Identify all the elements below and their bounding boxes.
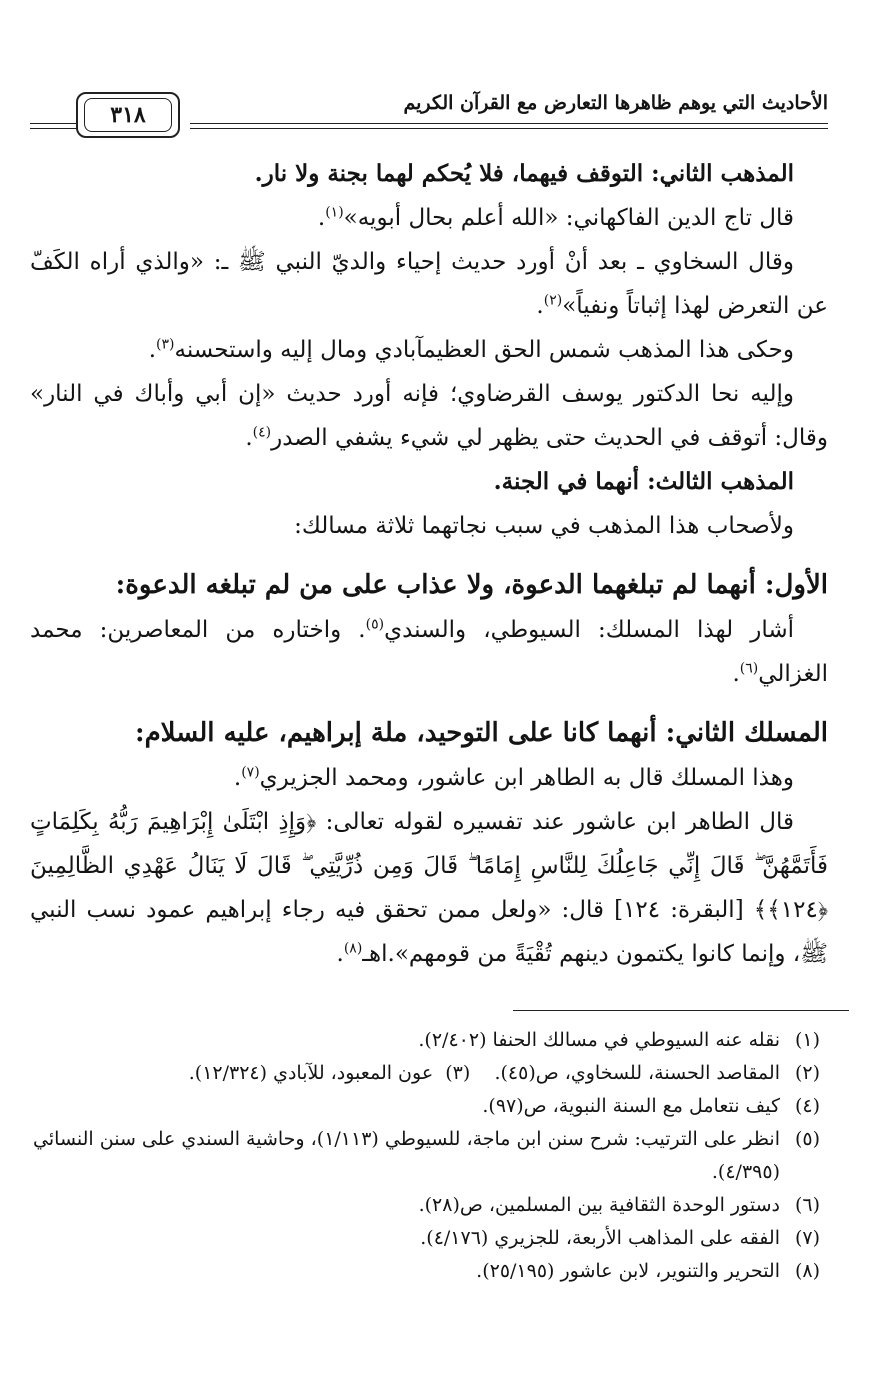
footnotes	[30, 1024, 820, 1288]
main-text	[30, 152, 828, 976]
running-title: الأحاديث التي يوهم ظاهرها التعارض مع القرآن الكريم	[403, 92, 828, 114]
header-rule	[190, 128, 828, 129]
section-heading: المسلك الثاني: أنهما كانا على التوحيد، ملة إبراهيم، عليه السلام:	[134, 718, 828, 748]
footnote-ref: (٤)	[252, 424, 272, 441]
paragraph: قال الطاهر ابن عاشور عند تفسيره لقوله تعالى: ﴿وَإِذِ ابْتَلَىٰ إِبْرَاهِيمَ رَبُّهُ بِكَلِمَاتٍ فَأَتَمَّهُنَّ ۖ قَالَ إِنِّي جَاعِلُكَ لِلنَّاسِ إِمَامًا ۖ قَالَ وَمِن ذُرِّيَّتِي ۖ قَالَ لَا يَنَالُ عَهْدِي الظَّالِمِينَ ﴿١٢٤﴾﴾ [البقرة: ١٢٤] قال: «ولعل ممن تحقق فيه رجاء إبراهيم عمود نسب النبي ﷺ، وإنما كانوا يكتمون دينهم تُقْيَةً من قومهم».اهـ$^{(٨)}$.	[30, 809, 828, 967]
footnote-ref: (٧)	[241, 764, 260, 781]
footnote: (٥) انظر على الترتيب: شرح سنن ابن ماجة، للسيوطي (١/١١٣)، وحاشية السندي على سنن النسائي (٤/٣٩٥).	[33, 1128, 820, 1183]
footnote: (١) نقله عنه السيوطي في مسالك الحنفا (٢/٤٠٢).	[418, 1029, 820, 1051]
paragraph: وحكى هذا المذهب شمس الحق العظيمآبادي ومال إليه واستحسنه$^{(٣)}$.	[148, 336, 794, 363]
paragraph: أشار لهذا المسلك: السيوطي، والسندي$^{(٥)}$. واختاره من المعاصرين: محمد الغزالي$^{(٦)}$.	[30, 616, 828, 687]
header-rule	[30, 128, 78, 129]
page-number-frame	[76, 92, 180, 138]
footnote-ref: (٣)	[156, 336, 175, 353]
footnote-ref: (٥)	[365, 616, 385, 633]
footnote: (٤) كيف نتعامل مع السنة النبوية، ص(٩٧).	[482, 1095, 820, 1117]
paragraph: المذهب الثالث: أنهما في الجنة.	[493, 468, 794, 495]
paragraph: ولأصحاب هذا المذهب في سبب نجاتهما ثلاثة مسالك:	[294, 513, 794, 539]
header-rule	[190, 123, 828, 124]
paragraph: وهذا المسلك قال به الطاهر ابن عاشور، ومحمد الجزيري$^{(٧)}$.	[233, 764, 794, 791]
footnote-separator	[513, 1010, 849, 1011]
paragraph: المذهب الثاني: التوقف فيهما، فلا يُحكم لهما بجنة ولا نار.	[254, 160, 794, 187]
page-number: ٣١٨	[84, 98, 172, 132]
section-heading: الأول: أنهما لم تبلغهما الدعوة، ولا عذاب على من لم تبلغه الدعوة:	[115, 570, 828, 600]
paragraph: قال تاج الدين الفاكهاني: «الله أعلم بحال أبويه»$^{(١)}$.	[317, 204, 794, 231]
footnote: (٢) المقاصد الحسنة، للسخاوي، ص(٤٥). (٣) عون المعبود، للآبادي (١٢/٣٢٤).	[188, 1062, 820, 1084]
footnote-ref: (٦)	[739, 660, 759, 677]
footnote: (٨) التحرير والتنوير، لابن عاشور (٢٥/١٩٥).	[476, 1260, 820, 1282]
footnote-ref: (٢)	[543, 292, 563, 309]
page-header	[30, 80, 828, 150]
paragraph: وقال السخاوي ـ بعد أنْ أورد حديث إحياء والديّ النبي ﷺ ـ: «والذي أراه الكَفّ عن التعرض لهذا إثباتاً ونفياً»$^{(٢)}$.	[30, 249, 828, 319]
paragraph: وإليه نحا الدكتور يوسف القرضاوي؛ فإنه أورد حديث «إن أبي وأباك في النار» وقال: أتوقف في الحديث حتى يظهر لي شيء يشفي الصدر$^{(٤)}$.	[30, 381, 828, 451]
footnote: (٦) دستور الوحدة الثقافية بين المسلمين، ص(٢٨).	[418, 1194, 820, 1216]
footnote-ref: (٨)	[343, 940, 363, 957]
header-rule	[30, 123, 78, 124]
footnote-ref: (١)	[325, 204, 344, 221]
footnote: (٧) الفقه على المذاهب الأربعة، للجزيري (٤/١٧٦).	[420, 1227, 820, 1249]
